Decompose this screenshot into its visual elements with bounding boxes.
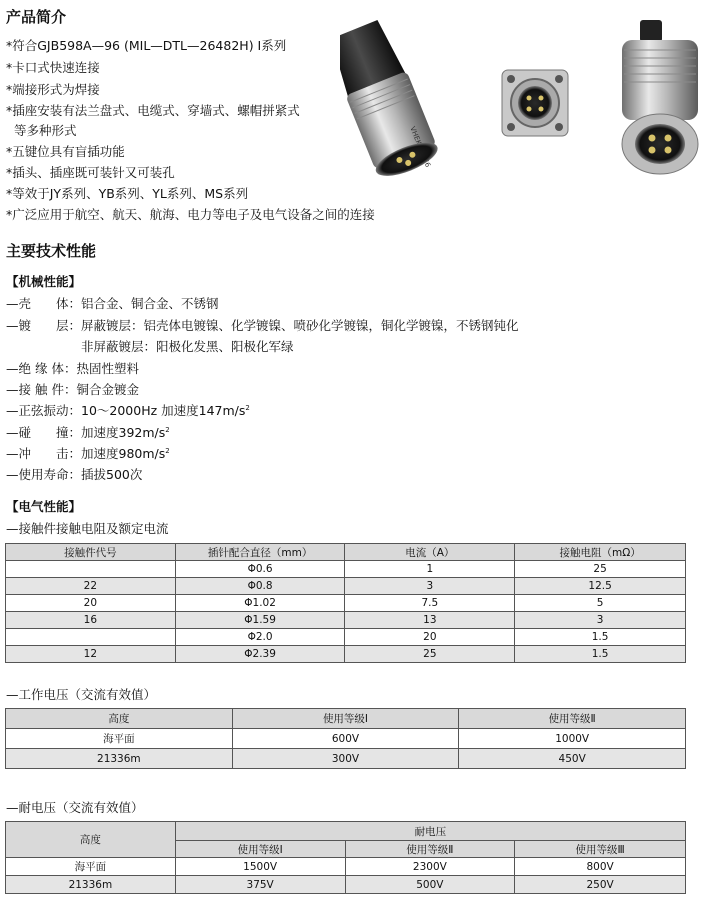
feature-line: *符合GJB598A—96 (MIL—DTL—26482H) Ⅰ系列: [6, 38, 287, 53]
table-cell: Φ0.6: [175, 561, 345, 578]
table-cell: 1.5: [515, 629, 686, 646]
table-cell: 12.5: [515, 578, 686, 595]
column-header: 使用等级Ⅱ: [345, 841, 515, 858]
table-cell: Φ2.0: [175, 629, 345, 646]
table-cell: 1: [345, 561, 515, 578]
flange-receptacle-photo: [502, 70, 568, 136]
spec-line: 非屏蔽镀层：阳极化发黑、阳极化军绿: [81, 339, 294, 354]
column-header: 使用等级Ⅰ: [175, 841, 345, 858]
specs-title: 主要技术性能: [6, 242, 97, 260]
spec-line: —壳 体：铝合金、铜合金、不锈钢: [6, 296, 219, 311]
feature-line: *等效于JY系列、YB系列、YL系列、MS系列: [6, 186, 249, 201]
table-row: [6, 749, 686, 769]
superscript: 2: [245, 403, 250, 412]
table-row: [6, 561, 686, 578]
table-cell: 2300V: [345, 858, 515, 876]
table-cell: 800V: [515, 858, 686, 876]
table-row: [6, 612, 686, 629]
table-cell: 21336m: [6, 749, 233, 769]
superscript: 2: [165, 446, 170, 455]
electrical-title: 【电气性能】: [6, 499, 82, 514]
feature-line: 等多种形式: [14, 123, 77, 138]
column-header: 高度: [6, 709, 233, 729]
column-header: 插针配合直径（mm）: [175, 544, 345, 561]
column-header: 电流（A）: [345, 544, 515, 561]
table-row: [6, 646, 686, 663]
feature-line: *端接形式为焊接: [6, 82, 100, 97]
table-cell: 22: [6, 578, 176, 595]
mechanical-title: 【机械性能】: [6, 274, 82, 289]
table-cell: 600V: [232, 729, 459, 749]
superscript: 2: [165, 425, 170, 434]
spec-line: —镀 层：屏蔽镀层：铝壳体电镀镍、化学镀镍、喷砂化学镀镍，铜化学镀镍，不锈钢钝化: [6, 318, 519, 333]
table-cell: 20: [345, 629, 515, 646]
table-cell: Φ1.02: [175, 595, 345, 612]
spec-line: —冲 击：加速度$980m/s^2$: [6, 446, 170, 461]
table-cell: 3: [515, 612, 686, 629]
feature-line: *卡口式快速连接: [6, 60, 100, 75]
voltage-table-title: —工作电压（交流有效值）: [6, 687, 157, 702]
spec-line: —绝 缘 体：热固性塑料: [6, 361, 139, 376]
table-row: [6, 876, 686, 894]
contact-table: [5, 543, 686, 663]
plug-connector-photo: [340, 18, 443, 186]
table-row: [6, 578, 686, 595]
table-cell: 13: [345, 612, 515, 629]
table-cell: 375V: [175, 876, 345, 894]
column-header: 耐电压: [175, 822, 685, 841]
table-cell: 25: [515, 561, 686, 578]
table-cell: 12: [6, 646, 176, 663]
table-cell: 5: [515, 595, 686, 612]
table-cell: 250V: [515, 876, 686, 894]
table-row: [6, 595, 686, 612]
table-row: [6, 729, 686, 749]
table-cell: Φ1.59: [175, 612, 345, 629]
table-cell: 300V: [232, 749, 459, 769]
product-photo-group: [340, 18, 710, 188]
withstand-voltage-table: [5, 821, 686, 894]
table-cell: 16: [6, 612, 176, 629]
table-cell: 海平面: [6, 729, 233, 749]
spec-line: —碰 撞：加速度$392m/s^2$: [6, 425, 170, 440]
table-cell: 450V: [459, 749, 686, 769]
spec-line: —接 触 件：铜合金镀金: [6, 382, 139, 397]
column-header: 使用等级Ⅱ: [459, 709, 686, 729]
table-cell: 21336m: [6, 876, 176, 894]
table-cell: Φ0.8: [175, 578, 345, 595]
contact-table-title: —接触件接触电阻及额定电流: [6, 521, 169, 536]
table-cell: 海平面: [6, 858, 176, 876]
table-row: [6, 629, 686, 646]
column-header: 使用等级Ⅲ: [515, 841, 686, 858]
feature-line: *插座安装有法兰盘式、电缆式、穿墙式、螺帽拼紧式: [6, 103, 300, 118]
table-cell: 7.5: [345, 595, 515, 612]
intro-title: 产品简介: [6, 8, 67, 26]
cable-receptacle-photo: [622, 20, 698, 174]
table-cell: [6, 561, 176, 578]
column-header: 接触电阻（mΩ）: [515, 544, 686, 561]
column-header: 使用等级Ⅰ: [232, 709, 459, 729]
column-header: 接触件代号: [6, 544, 176, 561]
withstand-table-title: —耐电压（交流有效值）: [6, 800, 144, 815]
table-cell: 25: [345, 646, 515, 663]
column-header: 高度: [6, 822, 176, 858]
table-cell: [6, 629, 176, 646]
feature-line: *广泛应用于航空、航天、航海、电力等电子及电气设备之间的连接: [6, 207, 375, 222]
table-cell: 1500V: [175, 858, 345, 876]
feature-line: *五键位具有盲插功能: [6, 144, 125, 159]
feature-line: *插头、插座既可装针又可装孔: [6, 165, 175, 180]
table-cell: Φ2.39: [175, 646, 345, 663]
working-voltage-table: [5, 708, 686, 769]
table-cell: 20: [6, 595, 176, 612]
table-cell: 1.5: [515, 646, 686, 663]
spec-line: —正弦振动：10～2000Hz 加速度$147m/s^2$: [6, 403, 250, 418]
spec-line: —使用寿命：插拔500次: [6, 467, 143, 482]
table-cell: 1000V: [459, 729, 686, 749]
table-cell: 500V: [345, 876, 515, 894]
table-cell: 3: [345, 578, 515, 595]
table-row: [6, 858, 686, 876]
